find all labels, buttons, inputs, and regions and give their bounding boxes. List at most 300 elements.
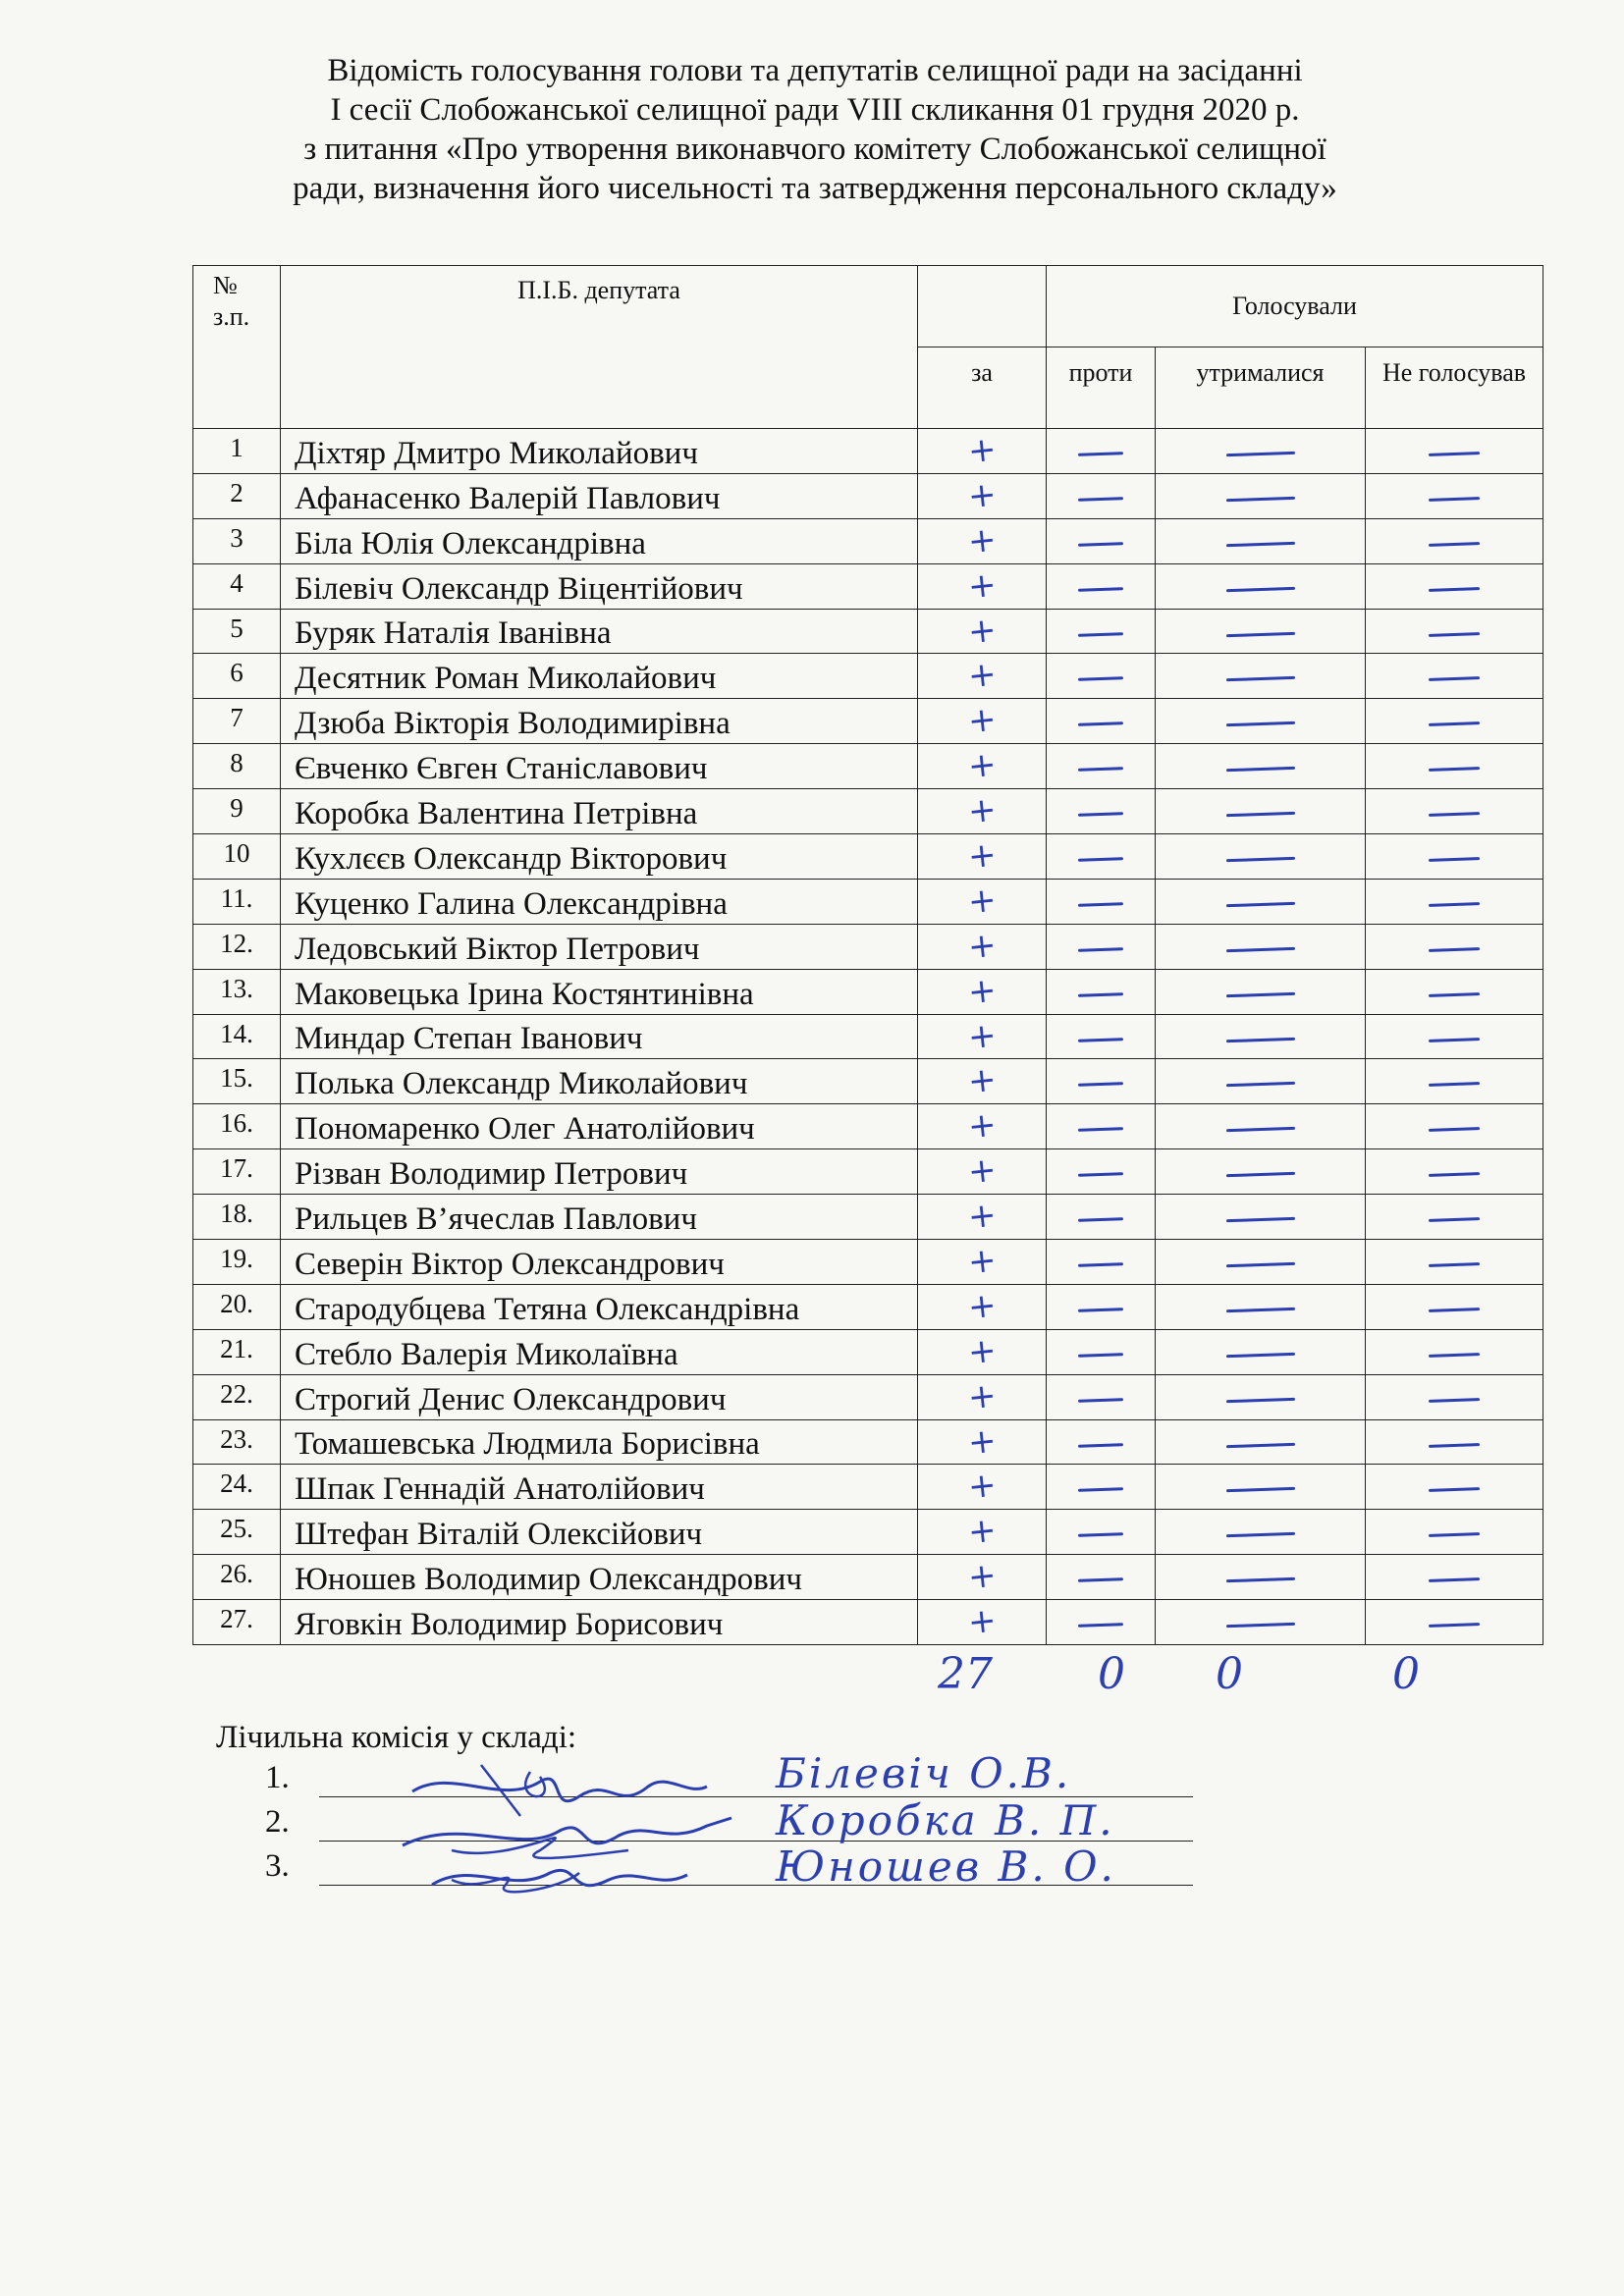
dash-mark [1078, 992, 1123, 996]
vote-utrym-cell [1156, 1195, 1366, 1240]
vote-for-cell [918, 1195, 1047, 1240]
vote-utrym-cell [1156, 879, 1366, 924]
vote-for-cell [918, 789, 1047, 834]
table-row [193, 1014, 1543, 1059]
vote-proty-cell [1047, 1284, 1156, 1329]
vote-ne-cell [1366, 1104, 1543, 1149]
vote-for-cell [918, 744, 1047, 789]
total-not-voted: 0 [1392, 1649, 1420, 1699]
dash-mark [1225, 767, 1294, 772]
vote-utrym-cell [1156, 789, 1366, 834]
table-row [193, 924, 1543, 969]
table-row [193, 879, 1543, 924]
row-number: 4 [193, 563, 281, 609]
dash-mark [1078, 1488, 1123, 1492]
dash-mark [1429, 1082, 1480, 1086]
column-header-number: № з.п. [193, 266, 281, 429]
vote-for-cell [918, 1059, 1047, 1104]
dash-mark [1078, 587, 1123, 591]
table-row [193, 518, 1543, 563]
deputy-name: Полька Олександр Миколайович [281, 1059, 918, 1104]
row-number: 19. [193, 1240, 281, 1285]
total-for: 27 [938, 1649, 993, 1699]
table-row [193, 563, 1543, 609]
vote-for-cell [918, 969, 1047, 1014]
commission-member-2-name: Коробка В. П. [776, 1796, 1115, 1844]
dash-mark [1429, 947, 1480, 951]
plus-mark: + [965, 1330, 999, 1373]
dash-mark [1429, 1353, 1480, 1357]
vote-proty-cell [1047, 1419, 1156, 1465]
dash-mark [1225, 1532, 1294, 1537]
dash-mark [1225, 1037, 1294, 1041]
commission-member-1-number: 1. [265, 1760, 290, 1795]
row-number: 2 [193, 473, 281, 518]
row-number: 5 [193, 609, 281, 654]
table-row [193, 1195, 1543, 1240]
table-row [193, 1510, 1543, 1555]
vote-for-cell [918, 1240, 1047, 1285]
dash-mark [1078, 1308, 1123, 1311]
deputy-name: Буряк Наталія Іванівна [281, 609, 918, 654]
vote-proty-cell [1047, 1600, 1156, 1645]
signature-1 [412, 1779, 707, 1801]
dash-mark [1429, 1127, 1480, 1131]
vote-ne-cell [1366, 699, 1543, 744]
vote-proty-cell [1047, 1240, 1156, 1285]
row-number: 6 [193, 654, 281, 699]
table-row [193, 834, 1543, 880]
vote-proty-cell [1047, 1465, 1156, 1510]
row-number: 3 [193, 518, 281, 563]
vote-for-cell [918, 1555, 1047, 1600]
table-row [193, 1149, 1543, 1195]
dash-mark [1078, 812, 1123, 816]
commission-member-2-number: 2. [265, 1804, 290, 1840]
vote-utrym-cell [1156, 1240, 1366, 1285]
deputy-name: Стебло Валерія Миколаївна [281, 1329, 918, 1374]
vote-for-cell [918, 699, 1047, 744]
dash-mark [1429, 676, 1480, 680]
row-number: 27. [193, 1600, 281, 1645]
vote-proty-cell [1047, 1329, 1156, 1374]
dash-mark [1225, 541, 1294, 546]
plus-mark: + [965, 655, 999, 697]
dash-mark [1429, 767, 1480, 771]
row-number: 26. [193, 1555, 281, 1600]
dash-mark [1225, 1217, 1294, 1222]
dash-mark [1225, 1442, 1294, 1447]
dash-mark [1429, 1398, 1480, 1402]
vote-for-cell [918, 1600, 1047, 1645]
dash-mark [1078, 947, 1123, 951]
table-row [193, 789, 1543, 834]
handwritten-signatures [393, 1757, 746, 1904]
vote-ne-cell [1366, 789, 1543, 834]
dash-mark [1429, 1172, 1480, 1176]
row-number: 15. [193, 1059, 281, 1104]
deputy-name: Дзюба Вікторія Володимирівна [281, 699, 918, 744]
dash-mark [1225, 857, 1294, 862]
vote-proty-cell [1047, 609, 1156, 654]
deputy-name: Северін Віктор Олександрович [281, 1240, 918, 1285]
table-row [193, 1329, 1543, 1374]
dash-mark [1225, 1353, 1294, 1358]
deputy-name: Миндар Степан Іванович [281, 1014, 918, 1059]
row-number: 21. [193, 1329, 281, 1374]
dash-mark [1429, 497, 1480, 501]
vote-utrym-cell [1156, 654, 1366, 699]
table-row [193, 1555, 1543, 1600]
vote-utrym-cell [1156, 924, 1366, 969]
vote-utrym-cell [1156, 1059, 1366, 1104]
vote-proty-cell [1047, 563, 1156, 609]
signature-2-flourish [452, 1838, 628, 1858]
vote-proty-cell [1047, 1149, 1156, 1195]
plus-mark: + [965, 429, 999, 472]
voting-table [192, 265, 1543, 1645]
table-row [193, 744, 1543, 789]
dash-mark [1225, 1127, 1294, 1132]
dash-mark [1078, 1127, 1123, 1131]
column-header-name: П.І.Б. депутата [281, 266, 918, 429]
dash-mark [1429, 812, 1480, 816]
vote-ne-cell [1366, 1240, 1543, 1285]
vote-ne-cell [1366, 969, 1543, 1014]
dash-mark [1078, 1038, 1123, 1041]
plus-mark: + [965, 970, 999, 1013]
dash-mark [1078, 497, 1123, 501]
table-row [193, 1600, 1543, 1645]
vote-utrym-cell [1156, 518, 1366, 563]
plus-mark: + [965, 1466, 999, 1508]
plus-mark: + [965, 1420, 999, 1463]
plus-mark: + [965, 610, 999, 652]
table-row [193, 654, 1543, 699]
deputy-name: Рильцев В’ячеслав Павлович [281, 1195, 918, 1240]
dash-mark [1225, 721, 1294, 726]
dash-mark [1225, 452, 1294, 456]
total-against: 0 [1098, 1649, 1125, 1699]
dash-mark [1078, 1623, 1123, 1627]
vote-proty-cell [1047, 1195, 1156, 1240]
dash-mark [1078, 1083, 1123, 1087]
plus-mark: + [965, 925, 999, 968]
table-row [193, 1059, 1543, 1104]
vote-proty-cell [1047, 924, 1156, 969]
vote-ne-cell [1366, 1374, 1543, 1419]
dash-mark [1429, 1532, 1480, 1536]
deputy-name: Юношев Володимир Олександрович [281, 1555, 918, 1600]
vote-proty-cell [1047, 969, 1156, 1014]
table-row [193, 969, 1543, 1014]
plus-mark: + [965, 1375, 999, 1418]
dash-mark [1078, 767, 1123, 771]
dash-mark [1225, 812, 1294, 817]
plus-mark: + [965, 1510, 999, 1553]
table-row [193, 1104, 1543, 1149]
dash-mark [1078, 1398, 1123, 1402]
column-header-not-voted: Не голосував [1366, 347, 1543, 429]
deputy-name: Різван Володимир Петрович [281, 1149, 918, 1195]
dash-mark [1078, 857, 1123, 861]
dash-mark [1225, 497, 1294, 502]
dash-mark [1225, 1308, 1294, 1312]
vote-proty-cell [1047, 1059, 1156, 1104]
row-number: 20. [193, 1284, 281, 1329]
vote-ne-cell [1366, 1555, 1543, 1600]
dash-mark [1429, 1038, 1480, 1041]
column-header-for: за [918, 347, 1047, 429]
deputy-name: Коробка Валентина Петрівна [281, 789, 918, 834]
dash-mark [1078, 902, 1123, 906]
dash-mark [1078, 1217, 1123, 1221]
deputy-name: Шпак Геннадій Анатолійович [281, 1465, 918, 1510]
vote-ne-cell [1366, 1149, 1543, 1195]
vote-utrym-cell [1156, 1149, 1366, 1195]
column-header-voted: Голосували [1047, 266, 1543, 347]
header-line-2: І сесії Слобожанської селищної ради VIII скликання 01 грудня 2020 р. [330, 92, 1300, 128]
header-line-3: з питання «Про утворення виконавчого комітету Слобожанської селищної [303, 132, 1326, 167]
vote-ne-cell [1366, 1510, 1543, 1555]
vote-utrym-cell [1156, 744, 1366, 789]
vote-ne-cell [1366, 1419, 1543, 1465]
commission-title: Лічильна комісія у складі: [216, 1720, 577, 1755]
vote-ne-cell [1366, 1600, 1543, 1645]
plus-mark: + [965, 519, 999, 562]
dash-mark [1078, 1262, 1123, 1266]
vote-proty-cell [1047, 879, 1156, 924]
plus-mark: + [965, 789, 999, 832]
vote-proty-cell [1047, 699, 1156, 744]
vote-utrym-cell [1156, 1104, 1366, 1149]
row-number: 14. [193, 1014, 281, 1059]
row-number: 1 [193, 429, 281, 474]
dash-mark [1078, 1577, 1123, 1581]
vote-utrym-cell [1156, 1284, 1366, 1329]
dash-mark [1225, 1262, 1294, 1267]
vote-utrym-cell [1156, 969, 1366, 1014]
document-header [147, 51, 1483, 208]
signature-2 [403, 1818, 731, 1845]
plus-mark: + [965, 880, 999, 923]
row-number: 7 [193, 699, 281, 744]
dash-mark [1429, 721, 1480, 725]
vote-ne-cell [1366, 1329, 1543, 1374]
deputy-name: Діхтяр Дмитро Миколайович [281, 429, 918, 474]
dash-mark [1078, 1443, 1123, 1447]
table-row [193, 1374, 1543, 1419]
dash-mark [1225, 1082, 1294, 1087]
vote-utrym-cell [1156, 699, 1366, 744]
commission-member-3-number: 3. [265, 1848, 290, 1884]
vote-for-cell [918, 1014, 1047, 1059]
row-number: 8 [193, 744, 281, 789]
dash-mark [1225, 676, 1294, 681]
plus-mark: + [965, 1600, 999, 1643]
vote-for-cell [918, 834, 1047, 880]
vote-for-cell [918, 1149, 1047, 1195]
vote-ne-cell [1366, 429, 1543, 474]
deputy-name: Десятник Роман Миколайович [281, 654, 918, 699]
dash-mark [1429, 1577, 1480, 1581]
vote-for-cell [918, 518, 1047, 563]
dash-mark [1429, 1443, 1480, 1447]
deputy-name: Біла Юлія Олександрівна [281, 518, 918, 563]
dash-mark [1225, 991, 1294, 996]
vote-for-cell [918, 473, 1047, 518]
dash-mark [1225, 1172, 1294, 1177]
vote-for-cell [918, 1510, 1047, 1555]
plus-mark: + [965, 744, 999, 787]
dash-mark [1429, 632, 1480, 636]
vote-for-cell [918, 1329, 1047, 1374]
vote-ne-cell [1366, 518, 1543, 563]
plus-mark: + [965, 1195, 999, 1238]
dash-mark [1429, 1488, 1480, 1492]
dash-mark [1225, 1397, 1294, 1402]
deputy-name: Кухлєєв Олександр Вікторович [281, 834, 918, 880]
dash-mark [1225, 586, 1294, 591]
vote-rows [193, 429, 1543, 1645]
dash-mark [1429, 542, 1480, 546]
table-row [193, 1240, 1543, 1285]
plus-mark: + [965, 834, 999, 878]
dash-mark [1429, 992, 1480, 996]
vote-ne-cell [1366, 609, 1543, 654]
vote-for-cell [918, 1104, 1047, 1149]
plus-mark: + [965, 474, 999, 517]
vote-proty-cell [1047, 1104, 1156, 1149]
deputy-name: Яговкін Володимир Борисович [281, 1600, 918, 1645]
vote-ne-cell [1366, 563, 1543, 609]
vote-for-cell [918, 609, 1047, 654]
dash-mark [1429, 452, 1480, 455]
vote-proty-cell [1047, 1374, 1156, 1419]
header-line-4: ради, визначення його чисельності та затвердження персонального складу» [293, 171, 1337, 206]
deputy-name: Євченко Євген Станіславович [281, 744, 918, 789]
row-number: 11. [193, 879, 281, 924]
vote-proty-cell [1047, 1014, 1156, 1059]
dash-mark [1429, 1308, 1480, 1311]
table-row [193, 1284, 1543, 1329]
vote-proty-cell [1047, 473, 1156, 518]
plus-mark: + [965, 1060, 999, 1102]
deputy-name: Пономаренко Олег Анатолійович [281, 1104, 918, 1149]
vote-ne-cell [1366, 473, 1543, 518]
dash-mark [1078, 632, 1123, 636]
row-number: 13. [193, 969, 281, 1014]
vote-for-cell [918, 879, 1047, 924]
dash-mark [1429, 1262, 1480, 1266]
commission-member-3-name: Юношев В. О. [776, 1842, 1116, 1891]
row-number: 9 [193, 789, 281, 834]
vote-ne-cell [1366, 924, 1543, 969]
vote-utrym-cell [1156, 834, 1366, 880]
vote-utrym-cell [1156, 1419, 1366, 1465]
deputy-name: Томашевська Людмила Борисівна [281, 1419, 918, 1465]
dash-mark [1225, 1623, 1294, 1628]
row-number: 25. [193, 1510, 281, 1555]
row-number: 24. [193, 1465, 281, 1510]
vote-proty-cell [1047, 834, 1156, 880]
table-row [193, 1465, 1543, 1510]
total-abstained: 0 [1216, 1649, 1243, 1699]
dash-mark [1078, 677, 1123, 681]
plus-mark: + [965, 699, 999, 742]
plus-mark: + [965, 1240, 999, 1283]
commission-member-1-name: Білевіч О.В. [776, 1749, 1072, 1797]
dash-mark [1225, 1577, 1294, 1582]
deputy-name: Ледовський Віктор Петрович [281, 924, 918, 969]
vote-proty-cell [1047, 1510, 1156, 1555]
vote-utrym-cell [1156, 1374, 1366, 1419]
vote-ne-cell [1366, 879, 1543, 924]
vote-proty-cell [1047, 654, 1156, 699]
vote-utrym-cell [1156, 1600, 1366, 1645]
plus-mark: + [965, 1104, 999, 1148]
table-row [193, 609, 1543, 654]
row-number: 10 [193, 834, 281, 880]
plus-mark: + [965, 1285, 999, 1328]
deputy-name: Маковецька Ірина Костянтинівна [281, 969, 918, 1014]
vote-ne-cell [1366, 1284, 1543, 1329]
deputy-name: Афанасенко Валерій Павлович [281, 473, 918, 518]
dash-mark [1078, 1353, 1123, 1357]
vote-for-cell [918, 654, 1047, 699]
vote-for-cell [918, 1284, 1047, 1329]
vote-for-cell [918, 1374, 1047, 1419]
table-row [193, 1419, 1543, 1465]
vote-utrym-cell [1156, 429, 1366, 474]
row-number: 12. [193, 924, 281, 969]
deputy-name: Куценко Галина Олександрівна [281, 879, 918, 924]
vote-proty-cell [1047, 744, 1156, 789]
vote-utrym-cell [1156, 563, 1366, 609]
vote-utrym-cell [1156, 1555, 1366, 1600]
deputy-name: Строгий Денис Олександрович [281, 1374, 918, 1419]
table-row [193, 429, 1543, 474]
dash-mark [1225, 947, 1294, 952]
dash-mark [1429, 902, 1480, 906]
column-header-against: проти [1047, 347, 1156, 429]
dash-mark [1225, 1487, 1294, 1492]
vote-ne-cell [1366, 654, 1543, 699]
row-number: 18. [193, 1195, 281, 1240]
header-line-1: Відомість голосування голови та депутатів селищної ради на засіданні [327, 53, 1303, 88]
vote-ne-cell [1366, 744, 1543, 789]
row-number: 17. [193, 1149, 281, 1195]
plus-mark: + [965, 1015, 999, 1057]
column-header-empty [918, 266, 1047, 347]
vote-for-cell [918, 924, 1047, 969]
dash-mark [1078, 1172, 1123, 1176]
dash-mark [1078, 1533, 1123, 1537]
vote-for-cell [918, 1419, 1047, 1465]
column-header-abstained: утрималися [1156, 347, 1366, 429]
vote-ne-cell [1366, 834, 1543, 880]
vote-utrym-cell [1156, 1014, 1366, 1059]
vote-utrym-cell [1156, 1510, 1366, 1555]
dash-mark [1429, 587, 1480, 591]
vote-for-cell [918, 1465, 1047, 1510]
dash-mark [1429, 1217, 1480, 1221]
dash-mark [1429, 857, 1480, 861]
row-number: 22. [193, 1374, 281, 1419]
vote-utrym-cell [1156, 609, 1366, 654]
vote-proty-cell [1047, 789, 1156, 834]
dash-mark [1225, 631, 1294, 636]
